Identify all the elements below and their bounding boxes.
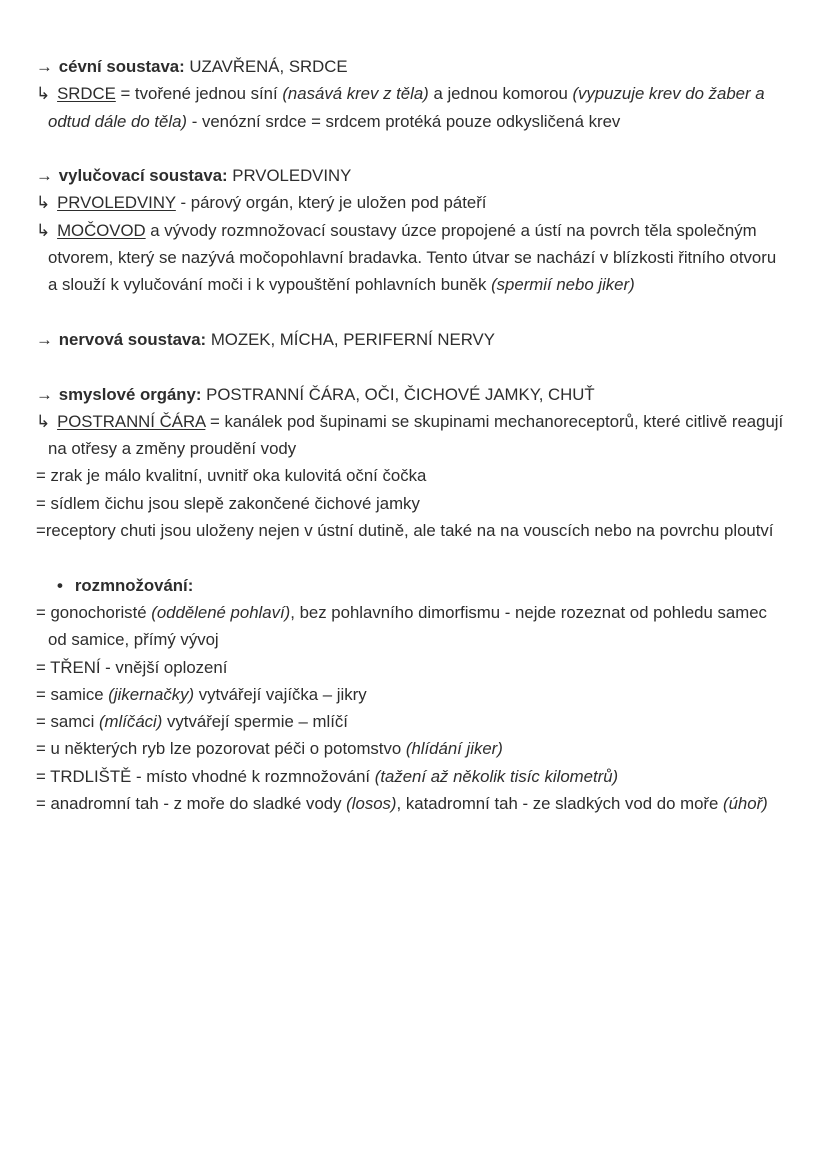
- paragraph-bullet: [36, 572, 790, 599]
- text-segment: vylučovací soustava:: [58, 166, 228, 186]
- arrow-right-icon: →: [36, 57, 53, 76]
- paragraph-eq: [36, 490, 790, 517]
- text-segment: (úhoř): [723, 794, 768, 814]
- text-segment: MOČOVOD: [57, 220, 146, 240]
- equals-marker: =: [36, 794, 46, 814]
- text-segment: = kanálek pod šupinami se skupinami mechanoreceptorů, které citlivě reagují na otřesy a změny proudění vody: [48, 411, 784, 459]
- text-segment: MOZEK, MÍCHA, PERIFERNÍ NERVY: [206, 329, 495, 349]
- text-segment: (jikernačky): [108, 684, 195, 704]
- text-segment: (losos): [346, 794, 397, 814]
- text-segment: PRVOLEDVINY: [57, 193, 176, 213]
- paragraph-sub: [36, 408, 790, 463]
- equals-marker: =: [36, 657, 46, 677]
- text-segment: TŘENÍ - vnější oplození: [45, 657, 228, 677]
- paragraph-sub: [36, 189, 790, 216]
- text-segment: (tažení až několik tisíc kilometrů): [374, 766, 619, 786]
- text-segment: (oddělené pohlaví): [151, 602, 291, 622]
- document-body: [36, 53, 790, 817]
- text-segment: samci: [45, 712, 99, 732]
- equals-marker: =: [36, 766, 46, 786]
- text-segment: nervová soustava:: [58, 329, 207, 349]
- text-segment: zrak je málo kvalitní, uvnitř oka kulovitá oční čočka: [45, 466, 427, 486]
- text-segment: SRDCE: [57, 84, 116, 104]
- text-segment: smyslové orgány:: [58, 384, 202, 404]
- paragraph-eq: [36, 599, 790, 654]
- equals-marker: =: [36, 466, 46, 486]
- paragraph-eq: [36, 708, 790, 735]
- text-segment: (vypuzuje krev do žaber a odtud dále do těla): [48, 84, 765, 131]
- text-segment: cévní soustava:: [58, 57, 185, 76]
- text-segment: u některých ryb lze pozorovat péči o potomstvo: [45, 739, 406, 759]
- paragraph-eq: [36, 681, 790, 708]
- paragraph-eq: [36, 517, 790, 544]
- text-segment: a jednou komorou: [428, 84, 573, 104]
- text-segment: a vývody rozmnožovací soustavy úzce propojené a ústí na povrch těla společným otvorem, který se nazývá močopohlavní bradavka. Tento útvar se nachází v blízkosti řitního otvoru a slouží k vylučování moči i k vypouštění pohlavních buněk: [48, 220, 777, 295]
- text-segment: TRDLIŠTĚ - místo vhodné k rozmnožování: [45, 766, 375, 786]
- text-segment: (mlíčáci): [98, 712, 163, 732]
- equals-marker: =: [36, 684, 46, 704]
- text-segment: vytvářejí spermie – mlíčí: [162, 712, 348, 732]
- sub-item-arrow-icon: ↳: [36, 411, 51, 431]
- paragraph-sub: [36, 80, 790, 135]
- equals-marker: =: [36, 602, 46, 622]
- sub-item-arrow-icon: ↳: [36, 193, 51, 213]
- paragraph-arrow: [36, 326, 790, 353]
- arrow-right-icon: →: [36, 384, 53, 404]
- paragraph-eq: [36, 763, 790, 790]
- paragraph-eq: [36, 654, 790, 681]
- text-segment: samice: [45, 684, 109, 704]
- paragraph-arrow: [36, 162, 790, 189]
- text-segment: rozmnožování:: [74, 575, 194, 595]
- bullet-icon: •: [57, 575, 63, 595]
- text-segment: = tvořené jednou síní: [115, 84, 283, 104]
- text-segment: anadromní tah - z moře do sladké vody: [45, 794, 347, 814]
- text-segment: POSTRANNÍ ČÁRA, OČI, ČICHOVÉ JAMKY, CHUŤ: [201, 384, 595, 404]
- text-segment: (spermií nebo jiker): [491, 275, 635, 295]
- text-segment: gonochoristé: [45, 602, 152, 622]
- paragraph-sub: [36, 217, 790, 299]
- equals-marker: =: [36, 493, 46, 513]
- paragraph-eq: [36, 462, 790, 489]
- text-segment: (nasává krev z těla): [282, 84, 429, 104]
- sub-item-arrow-icon: ↳: [36, 220, 51, 240]
- paragraph-eq: [36, 735, 790, 762]
- arrow-right-icon: →: [36, 329, 53, 349]
- text-segment: (hlídání jiker): [405, 739, 503, 759]
- arrow-right-icon: →: [36, 166, 53, 186]
- text-segment: sídlem čichu jsou slepě zakončené čichové jamky: [45, 493, 420, 513]
- sub-item-arrow-icon: ↳: [36, 84, 51, 104]
- blank-line: [36, 135, 790, 162]
- text-segment: PRVOLEDVINY: [227, 166, 352, 186]
- text-segment: - párový orgán, který je uložen pod páteří: [175, 193, 487, 213]
- text-segment: , katadromní tah - ze sladkých vod do moře: [396, 794, 723, 814]
- blank-line: [36, 353, 790, 380]
- equals-marker: =: [36, 739, 46, 759]
- blank-line: [36, 544, 790, 571]
- text-segment: receptory chuti jsou uloženy nejen v ústní dutině, ale také na na vouscích nebo na povrchu ploutví: [45, 521, 774, 541]
- text-segment: vytvářejí vajíčka – jikry: [194, 684, 367, 704]
- equals-marker: =: [36, 712, 46, 732]
- paragraph-arrow: [36, 53, 790, 80]
- text-segment: UZAVŘENÁ, SRDCE: [184, 57, 348, 76]
- text-segment: , bez pohlavního dimorfismu - nejde rozeznat od pohledu samec od samice, přímý vývoj: [48, 602, 767, 650]
- blank-line: [36, 299, 790, 326]
- equals-marker: =: [36, 521, 46, 541]
- text-segment: - venózní srdce = srdcem protéká pouze odkysličená krev: [187, 111, 621, 131]
- paragraph-arrow: [36, 381, 790, 408]
- paragraph-eq: [36, 790, 790, 817]
- text-segment: POSTRANNÍ ČÁRA: [57, 411, 206, 431]
